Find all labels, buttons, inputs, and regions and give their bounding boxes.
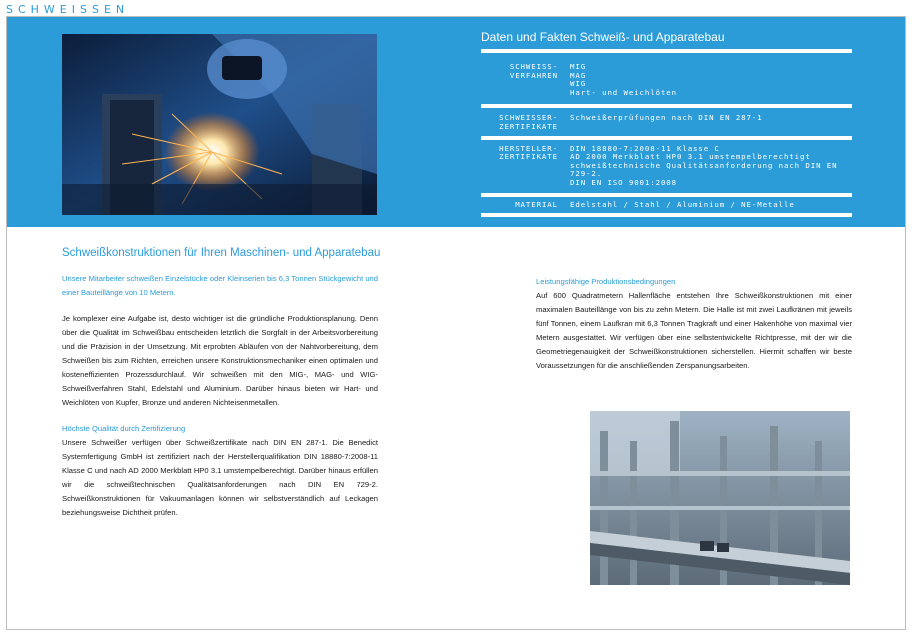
facts-row-material: [481, 201, 852, 210]
facts-row-hersteller: [481, 145, 852, 188]
page-title: Schweißkonstruktionen für Ihren Maschinen- und Apparatebau: [62, 247, 381, 259]
welding-photo: [62, 34, 377, 215]
facts-row-value: Edelstahl / Stahl / Aluminium / NE-Metalle: [570, 199, 795, 209]
facts-row-label: HERSTELLER- ZERTIFIKATE: [499, 143, 558, 162]
facts-rule-top: [481, 49, 852, 53]
facts-row-value: Schweißerprüfungen nach DIN EN 287-1: [570, 113, 763, 123]
facts-rule: [481, 104, 852, 108]
facts-rule-bottom: [481, 213, 852, 217]
facts-row-label: SCHWEISSER- ZERTIFIKATE: [499, 113, 558, 131]
facts-row-value: DIN 18880-7:2008-11 Klasse C AD 2000 Merkblatt HP0 3.1 umstempelberechtigt schweißtechnische Qualitätsanforderung nach DIN EN 729-2. DIN EN ISO 9001:2008: [570, 143, 838, 187]
facts-table: [481, 30, 852, 217]
body-paragraph: Auf 600 Quadratmetern Hallenfläche entstehen Ihre Schweißkonstruktionen mit einer maximalen Bauteillänge von bis zu zehn Metern. Die Halle ist mit zwei Laufkränen mit jeweils fünf Tonnen, einem Laufkran mit 6,3 Tonnen Tragkraft und einer Hakenhöhe von maximal vier Metern ausgestattet. Wir verfügen über eine selbstentwickelte Richtpresse, mit der wir die Geometriegenauigkeit der Schweißkonstruktionen sicherstellen. Hiermit schaffen wir beste Voraussetzungen für die anschließenden Zerspanungsarbeiten.: [536, 291, 852, 370]
facts-row-value: MIG MAG WIG Hart- und Weichlöten: [570, 62, 677, 97]
facts-rule: [481, 193, 852, 197]
text-column-left: [62, 272, 378, 520]
subheading-certification: Höchste Qualität durch Zertifizierung: [62, 424, 186, 433]
facts-title: Daten und Fakten Schweiß- und Apparatebau: [481, 30, 725, 44]
facts-row-schweisser: [481, 114, 852, 131]
intro-paragraph: Unsere Mitarbeiter schweißen Einzelstücke oder Kleinserien bis 6,3 Tonnen Stückgewicht und einer Bauteillänge von 10 Metern.: [62, 274, 378, 297]
text-column-right: [536, 275, 852, 373]
facts-row-label: MATERIAL: [515, 199, 558, 209]
body-paragraph: Je komplexer eine Aufgabe ist, desto wichtiger ist die gründliche Produktionsplanung. Denn über die Qualität im Schweißbau entscheiden letztlich die Sorgfalt in der Arbeitsvorbereitung und die Präzision in der Umsetzung. Mit erprobten Abläufen von der Nahtvorbereitung, dem Schweißen bis zum Richten, erreichen unsere Konstruktionsmechaniker einen optimalen und kosteneffizienten Prozessdurchlauf. Wir schweißen mit den MIG-, MAG- und WIG-Schweißverfahren Stahl, Edelstahl und Aluminium. Darüber hinaus bieten wir Hart- und Weichlöten von Kupfer, Bronze und anderen Nichteisenmetallen.: [62, 314, 378, 407]
facts-rule: [481, 136, 852, 140]
facts-row-label: SCHWEISS- VERFAHREN: [509, 62, 558, 80]
section-header-label: SCHWEISSEN: [6, 3, 130, 16]
steel-frame-photo: [590, 411, 850, 585]
body-paragraph: Unsere Schweißer verfügen über Schweißzertifikate nach DIN EN 287-1. Die Benedict Systemfertigung GmbH ist zertifiziert nach der Herstellerqualifikation DIN 18880-7:2008-11 Klasse C und nach AD 2000 Merkblatt HP0 3.1 umstempelberechtigt. Darüber hinaus erfüllen wir die schweißtechnischen Qualitätsanforderungen nach DIN EN 729-2. Schweißkonstruktionen für Vakuumanlagen können wir selbstverständlich auf Leckagen beziehungsweise Dichtheit prüfen.: [62, 438, 378, 517]
facts-row-verfahren: [481, 63, 852, 97]
subheading-production: Leistungsfähige Produktionsbedingungen: [536, 277, 676, 286]
